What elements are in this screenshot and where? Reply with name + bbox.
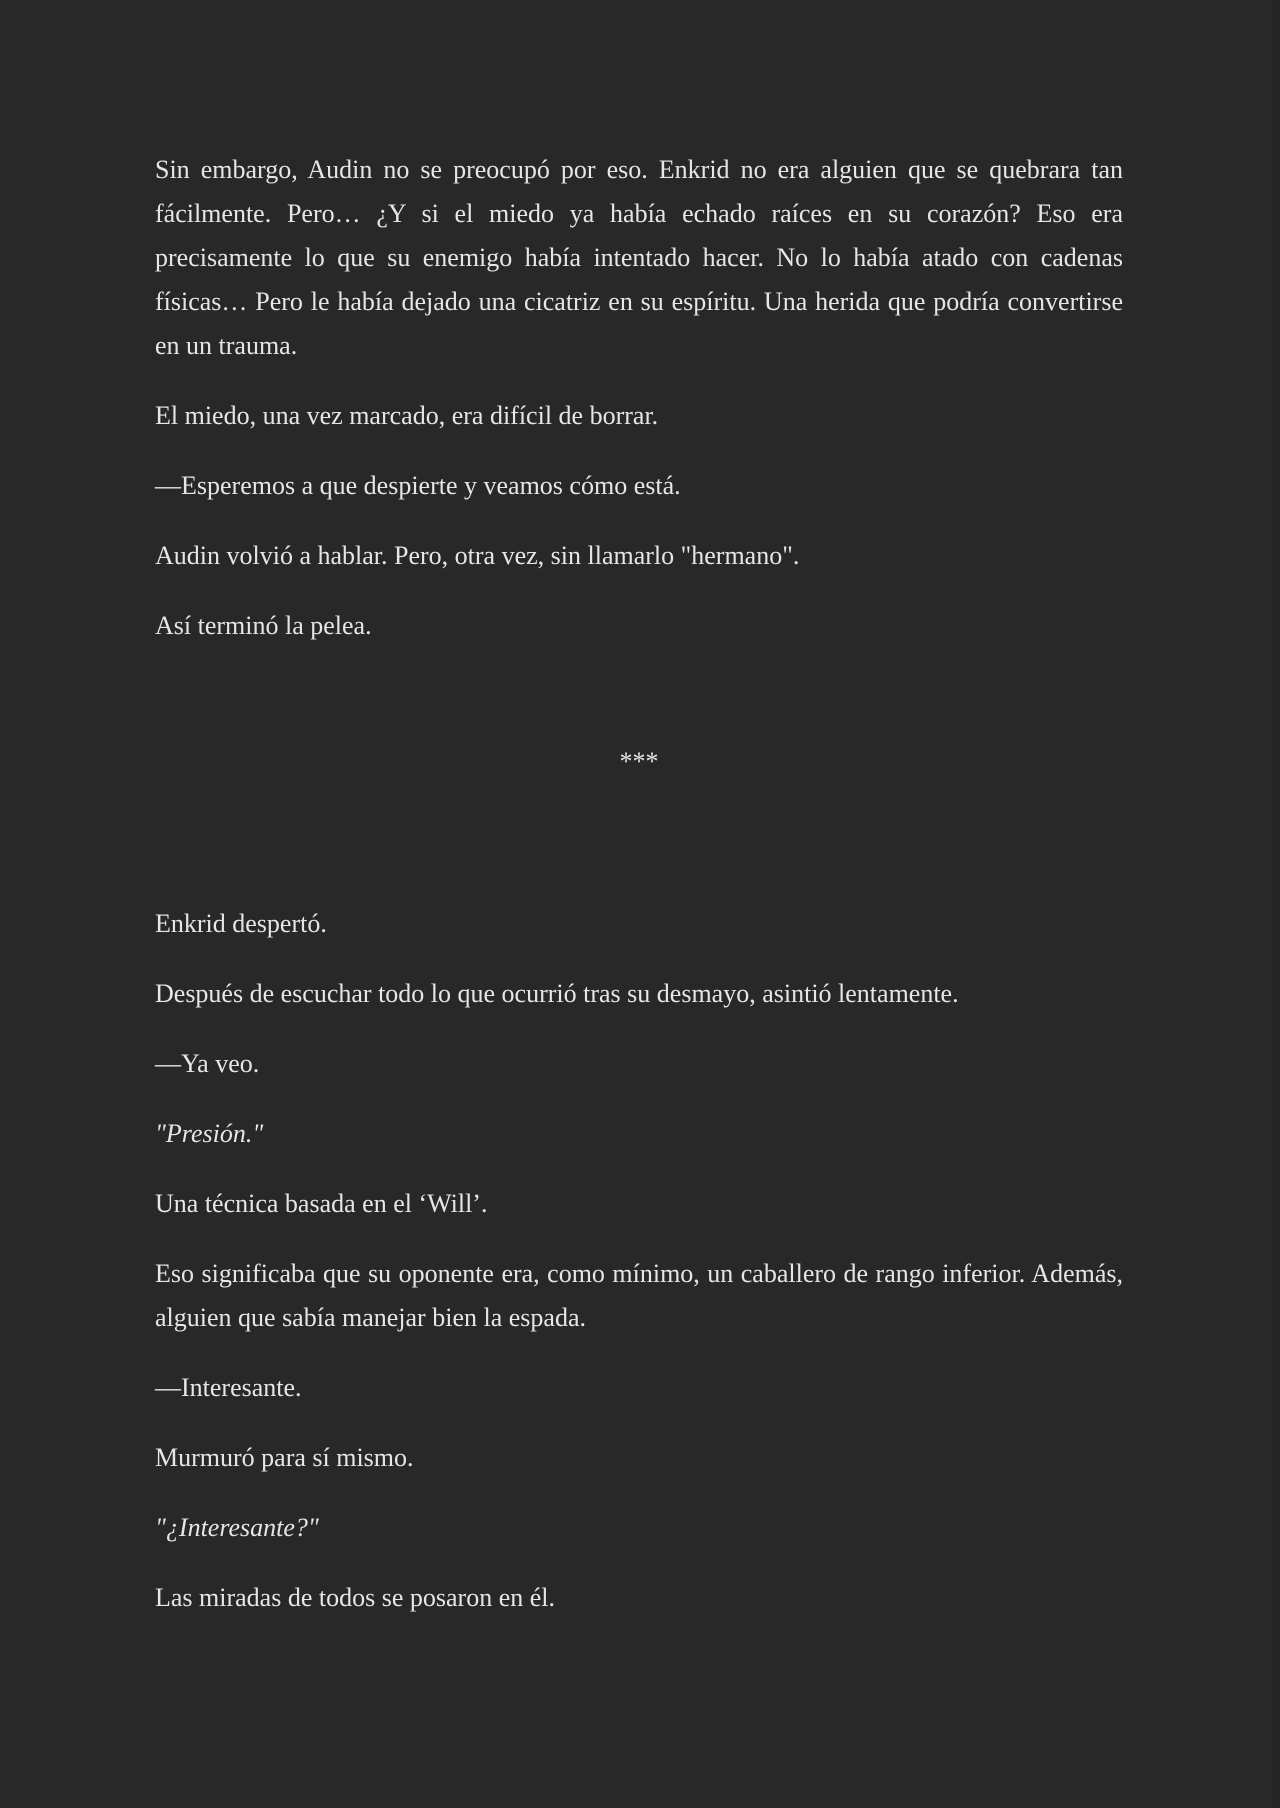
page-right-edge (1272, 0, 1280, 1808)
paragraph-fight-ended: Así terminó la pelea. (155, 611, 372, 640)
paragraph-enkrid-woke: Enkrid despertó. (155, 909, 327, 938)
dialogue-wait: —Esperemos a que despierte y veamos cómo está. (155, 471, 681, 500)
scene-break: *** (619, 747, 659, 776)
paragraph-murmured: Murmuró para sí mismo. (155, 1443, 414, 1472)
thought-interesting: "¿Interesante?" (155, 1513, 319, 1542)
paragraph-audin-spoke: Audin volvió a hablar. Pero, otra vez, sin llamarlo "hermano". (155, 541, 800, 570)
dialogue-interesting: —Interesante. (155, 1373, 302, 1402)
paragraph-opponent-knight: Eso significaba que su oponente era, como mínimo, un caballero de rango inferior. Además, alguien que sabía manejar bien la espada. (155, 1259, 1123, 1332)
paragraph-fear: El miedo, una vez marcado, era difícil de borrar. (155, 401, 659, 430)
dialogue-i-see: —Ya veo. (155, 1049, 260, 1078)
thought-pressure: "Presión." (155, 1119, 264, 1148)
paragraph-after-hearing: Después de escuchar todo lo que ocurrió tras su desmayo, asintió lentamente. (155, 979, 959, 1008)
paragraph-will-technique: Una técnica basada en el ‘Will’. (155, 1189, 488, 1218)
paragraph-audin-worry: Sin embargo, Audin no se preocupó por eso. Enkrid no era alguien que se quebrara tan fácilmente. Pero… ¿Y si el miedo ya había echado raíces en su corazón? Eso era precisamente lo que su enemigo había intentado hacer. No lo había atado con cadenas físicas… Pero le había dejado una cicatriz en su espíritu. Una herida que podría convertirse en un trauma. (155, 155, 1123, 360)
chapter-text (155, 148, 1123, 1620)
paragraph-gazes: Las miradas de todos se posaron en él. (155, 1583, 556, 1612)
